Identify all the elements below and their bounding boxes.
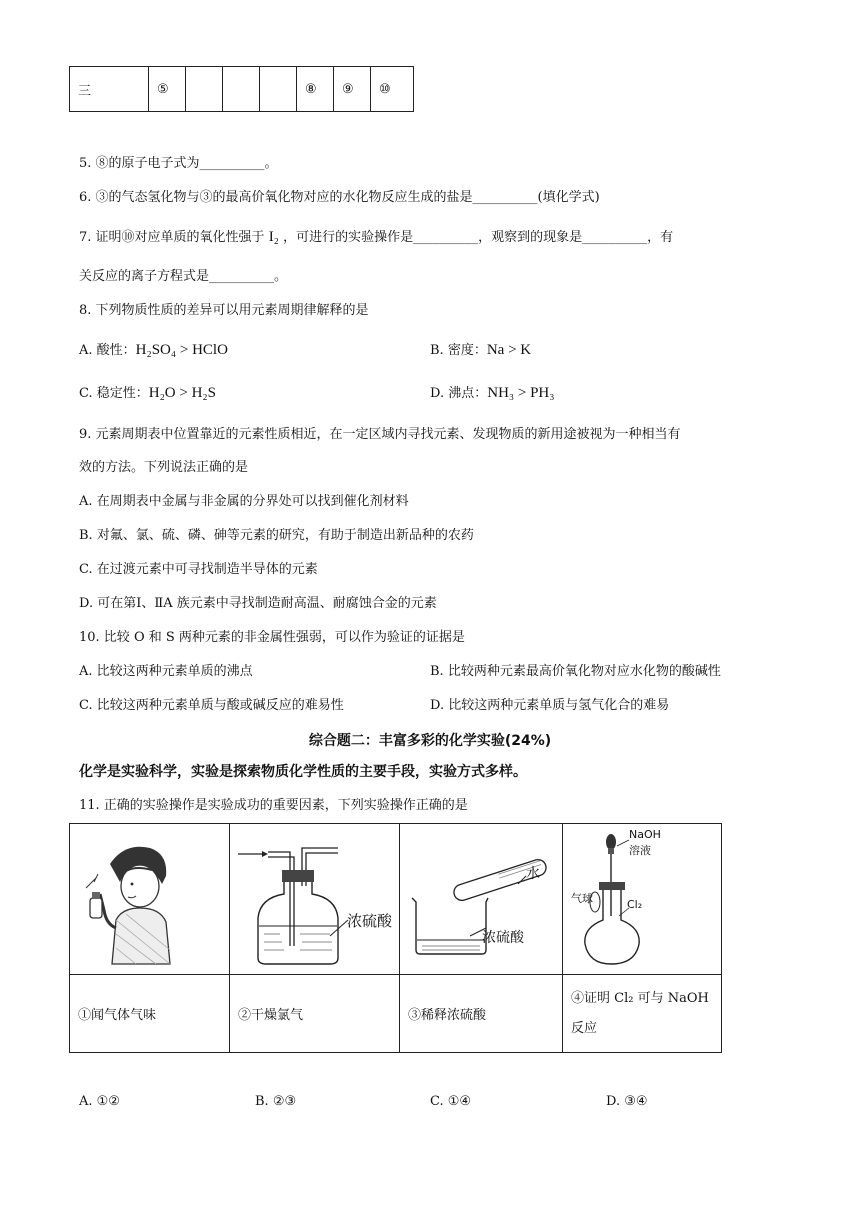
table-row [70, 824, 722, 975]
q8-option-d [430, 384, 555, 403]
label-solution: 溶液 [629, 844, 651, 857]
q10-option-b: B. 比较两种元素最高价氧化物对应水化物的酸碱性 [430, 664, 721, 679]
q8-option-b [430, 341, 531, 360]
flask-balloon-icon [563, 824, 721, 970]
question-7-continued: 关反应的离子方程式是__________。 [79, 269, 288, 284]
question-9-stem-line2: 效的方法。下列说法正确的是 [79, 460, 249, 475]
q8-option-c [79, 384, 216, 403]
person-smelling-icon [70, 824, 229, 970]
q11-option-b: B. ②③ [255, 1094, 297, 1109]
label-conc-sulfuric-acid: 浓硫酸 [482, 930, 524, 946]
table-row [70, 975, 722, 1053]
label-conc-sulfuric-acid: 浓硫酸 [347, 912, 393, 930]
figure-dilute-acid [400, 824, 563, 975]
option-formula: H₂O > H₂S [148, 385, 217, 401]
table-cell [260, 67, 297, 112]
table-cell: ⑧ [297, 67, 334, 112]
question-5: 5. ⑧的原子电子式为__________。 [79, 156, 278, 171]
figure-smell-gas [70, 824, 230, 975]
q10-option-a: A. 比较这两种元素单质的沸点 [79, 664, 253, 679]
question-10-stem: 10. 比较 O 和 S 两种元素的非金属性强弱，可以作为验证的证据是 [79, 630, 465, 645]
option-formula: NH₃ > PH₃ [487, 385, 555, 401]
label-water: 水 [526, 866, 540, 882]
q11-option-a: A. ①② [79, 1094, 120, 1109]
section-title: 综合题二：丰富多彩的化学实验(24%) [308, 733, 552, 749]
q10-option-d: D. 比较这两种元素单质与氢气化合的难易 [430, 698, 670, 713]
figure-dry-chlorine [230, 824, 400, 975]
q10-option-c: C. 比较这两种元素单质与酸或碱反应的难易性 [79, 698, 344, 713]
q8-option-a [79, 341, 228, 360]
caption-4 [563, 975, 722, 1053]
beaker-dilution-icon [400, 824, 562, 970]
question-9-stem-line1: 9. 元素周期表中位置靠近的元素性质相近，在一定区域内寻找元素、发现物质的新用途被视为一种相当有 [79, 427, 681, 442]
caption-4-line2: 反应 [571, 1020, 598, 1036]
q9-option-c: C. 在过渡元素中可寻找制造半导体的元素 [79, 562, 318, 577]
option-label: D. 沸点： [430, 386, 488, 401]
q9-option-d: D. 可在第Ⅰ、ⅡA 族元素中寻找制造耐高温、耐腐蚀合金的元素 [79, 596, 437, 611]
table-row [70, 67, 414, 112]
question-11-stem: 11. 正确的实验操作是实验成功的重要因素，下列实验操作正确的是 [79, 798, 468, 813]
option-label: C. 稳定性： [79, 386, 149, 401]
q9-option-a: A. 在周期表中金属与非金属的分界处可以找到催化剂材料 [79, 494, 409, 509]
question-8-stem: 8. 下列物质性质的差异可以用元素周期律解释的是 [79, 303, 369, 318]
question-7-part-b: ，可进行的实验操作是__________，观察到的现象是__________，有 [283, 230, 674, 245]
gas-washing-bottle-icon [230, 824, 399, 970]
label-naoh: NaOH [629, 828, 661, 841]
label-balloon: 气球 [571, 892, 593, 905]
q11-option-c: C. ①④ [430, 1094, 472, 1109]
experiment-table [69, 823, 722, 1053]
figure-chlorine-naoh [563, 824, 722, 975]
caption-2: ②干燥氯气 [230, 975, 400, 1053]
table-cell: ⑨ [334, 67, 371, 112]
label-cl2: Cl₂ [627, 898, 643, 911]
question-6: 6. ③的气态氢化物与③的最高价氧化物对应的水化物反应生成的盐是__________(填化学式) [79, 190, 600, 205]
table-cell: ⑩ [371, 67, 414, 112]
periodic-table-fragment [69, 66, 414, 112]
q9-option-b: B. 对氟、氯、硫、磷、砷等元素的研究，有助于制造出新品种的农药 [79, 528, 474, 543]
table-cell: ⑤ [149, 67, 186, 112]
option-label: B. 密度： [430, 343, 487, 358]
caption-3: ③稀释浓硫酸 [400, 975, 563, 1053]
table-cell [186, 67, 223, 112]
period-label: 三 [70, 67, 149, 112]
option-formula: H₂SO₄ > HClO [135, 342, 228, 358]
formula-i2: I₂ [268, 229, 279, 245]
section-intro: 化学是实验科学，实验是探索物质化学性质的主要手段，实验方式多样。 [79, 764, 527, 780]
question-7 [79, 228, 673, 247]
table-cell [223, 67, 260, 112]
caption-4-line1: ④证明 Cl₂ 可与 NaOH [571, 990, 709, 1006]
option-formula: Na > K [486, 342, 532, 358]
q11-option-d: D. ③④ [606, 1094, 648, 1109]
caption-1: ①闻气体气味 [70, 975, 230, 1053]
question-7-part-a: 7. 证明⑩对应单质的氧化性强于 [79, 230, 265, 245]
option-label: A. 酸性： [79, 343, 136, 358]
